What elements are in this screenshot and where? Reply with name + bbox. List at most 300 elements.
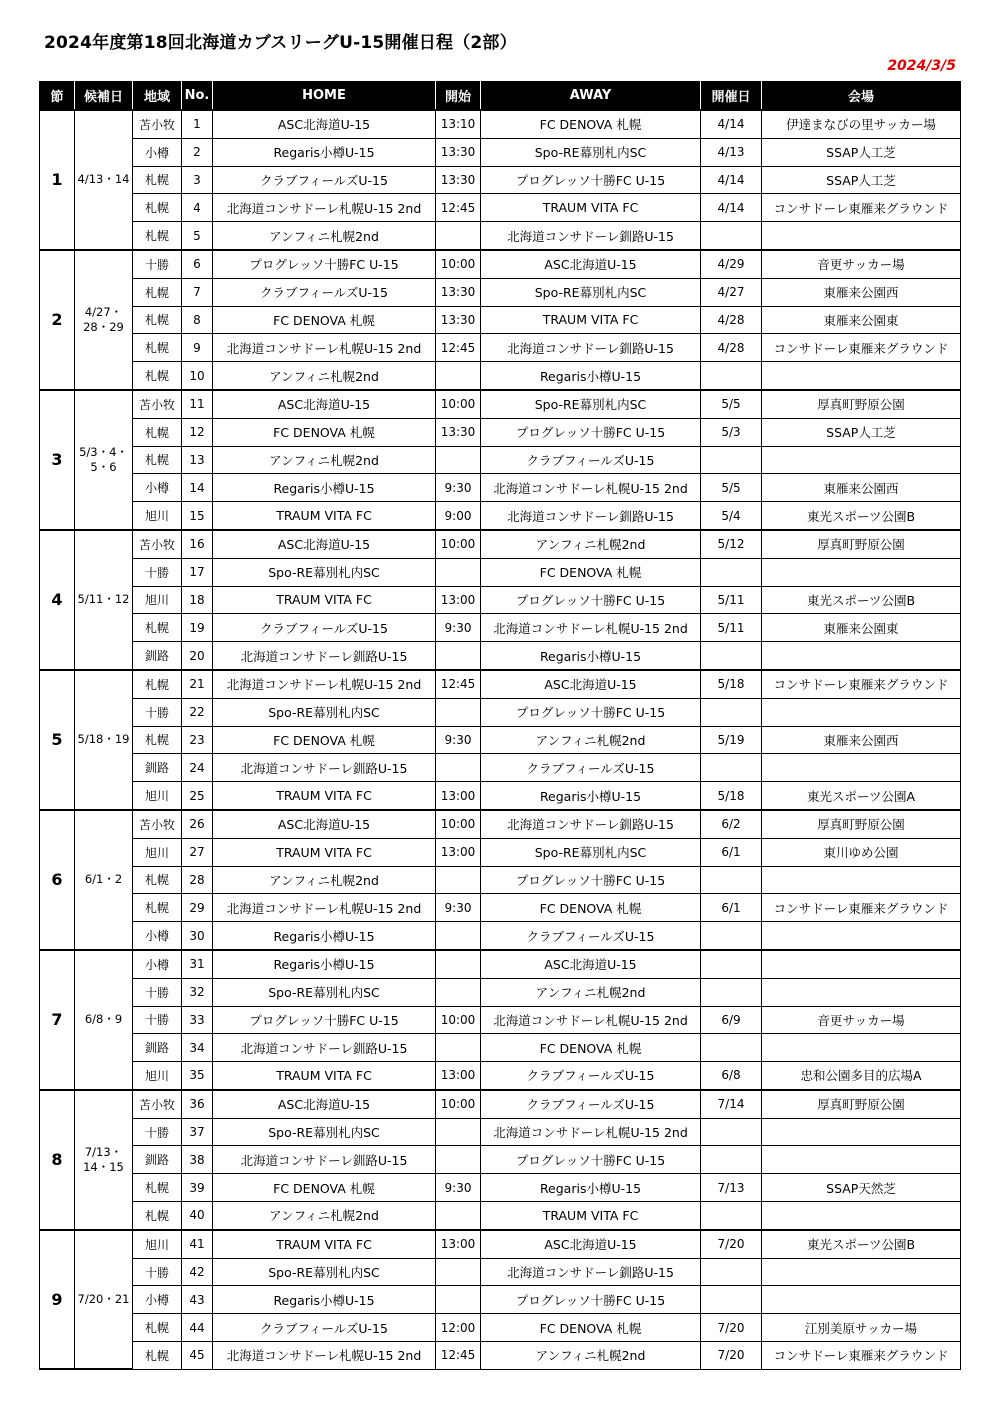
home-team: FC DENOVA 札幌 (213, 306, 436, 334)
candidate-dates: 6/8・9 (75, 950, 133, 1090)
section-number: 4 (40, 530, 75, 670)
match-area: 苫小牧 (133, 1090, 182, 1118)
home-team: TRAUM VITA FC (213, 782, 436, 810)
header-start: 開始 (436, 82, 481, 111)
table-row (40, 1174, 961, 1202)
match-area: 釧路 (133, 754, 182, 782)
home-team: Regaris小樽U-15 (213, 138, 436, 166)
away-team: プログレッソ十勝FC U-15 (481, 1286, 701, 1314)
match-area: 小樽 (133, 1286, 182, 1314)
venue: 忠和公園多目的広場A (762, 1062, 961, 1090)
home-team: クラブフィールズU-15 (213, 1314, 436, 1342)
match-number: 7 (182, 278, 213, 306)
venue (762, 698, 961, 726)
kickoff-time: 10:00 (436, 810, 481, 838)
match-number: 8 (182, 306, 213, 334)
match-number: 13 (182, 446, 213, 474)
away-team: プログレッソ十勝FC U-15 (481, 166, 701, 194)
kickoff-time: 13:30 (436, 278, 481, 306)
match-area: 小樽 (133, 138, 182, 166)
match-date: 7/13 (701, 1174, 762, 1202)
match-area: 釧路 (133, 642, 182, 670)
match-area: 小樽 (133, 950, 182, 978)
match-area: 旭川 (133, 502, 182, 530)
match-area: 苫小牧 (133, 390, 182, 418)
match-area: 十勝 (133, 1006, 182, 1034)
table-row (40, 1202, 961, 1230)
home-team: Spo-RE幕別札内SC (213, 1118, 436, 1146)
home-team: アンフィニ札幌2nd (213, 446, 436, 474)
table-row (40, 278, 961, 306)
home-team: 北海道コンサドーレ札幌U-15 2nd (213, 1342, 436, 1370)
match-number: 43 (182, 1286, 213, 1314)
kickoff-time: 9:30 (436, 614, 481, 642)
match-number: 41 (182, 1230, 213, 1258)
candidate-dates: 7/20・21 (75, 1230, 133, 1369)
venue: コンサドーレ東雁来グラウンド (762, 194, 961, 222)
kickoff-time (436, 1034, 481, 1062)
table-row (40, 474, 961, 502)
kickoff-time: 10:00 (436, 530, 481, 558)
match-date: 6/8 (701, 1062, 762, 1090)
match-area: 札幌 (133, 446, 182, 474)
venue: 厚真町野原公園 (762, 810, 961, 838)
match-date: 5/19 (701, 726, 762, 754)
kickoff-time (436, 222, 481, 250)
table-row (40, 1230, 961, 1258)
match-number: 18 (182, 586, 213, 614)
home-team: アンフィニ札幌2nd (213, 866, 436, 894)
kickoff-time: 9:30 (436, 894, 481, 922)
match-number: 26 (182, 810, 213, 838)
match-area: 札幌 (133, 166, 182, 194)
venue: 音更サッカー場 (762, 1006, 961, 1034)
match-area: 旭川 (133, 838, 182, 866)
match-area: 札幌 (133, 726, 182, 754)
match-date: 5/3 (701, 418, 762, 446)
match-number: 12 (182, 418, 213, 446)
kickoff-time (436, 978, 481, 1006)
match-date (701, 1286, 762, 1314)
match-number: 20 (182, 642, 213, 670)
match-number: 35 (182, 1062, 213, 1090)
kickoff-time: 12:45 (436, 194, 481, 222)
match-area: 小樽 (133, 922, 182, 950)
table-row (40, 1034, 961, 1062)
match-area: 苫小牧 (133, 810, 182, 838)
home-team: 北海道コンサドーレ釧路U-15 (213, 754, 436, 782)
table-row (40, 1314, 961, 1342)
kickoff-time: 10:00 (436, 390, 481, 418)
venue (762, 446, 961, 474)
away-team: アンフィニ札幌2nd (481, 1342, 701, 1370)
home-team: TRAUM VITA FC (213, 1230, 436, 1258)
match-number: 2 (182, 138, 213, 166)
match-number: 42 (182, 1258, 213, 1286)
match-date (701, 362, 762, 390)
match-number: 22 (182, 698, 213, 726)
venue: 東雁来公園西 (762, 726, 961, 754)
match-number: 6 (182, 250, 213, 278)
match-date: 5/18 (701, 670, 762, 698)
kickoff-time: 12:45 (436, 1342, 481, 1370)
kickoff-time (436, 1202, 481, 1230)
table-row (40, 1258, 961, 1286)
table-row (40, 866, 961, 894)
match-date: 6/1 (701, 894, 762, 922)
table-row (40, 418, 961, 446)
match-date (701, 222, 762, 250)
match-date (701, 1258, 762, 1286)
table-row (40, 1342, 961, 1370)
match-date (701, 1202, 762, 1230)
match-number: 44 (182, 1314, 213, 1342)
venue (762, 558, 961, 586)
kickoff-time (436, 922, 481, 950)
match-date (701, 1034, 762, 1062)
match-number: 25 (182, 782, 213, 810)
match-number: 19 (182, 614, 213, 642)
home-team: TRAUM VITA FC (213, 1062, 436, 1090)
match-area: 苫小牧 (133, 530, 182, 558)
away-team: TRAUM VITA FC (481, 194, 701, 222)
section-number: 1 (40, 110, 75, 250)
away-team: TRAUM VITA FC (481, 1202, 701, 1230)
home-team: 北海道コンサドーレ釧路U-15 (213, 1146, 436, 1174)
match-date: 5/11 (701, 586, 762, 614)
away-team: TRAUM VITA FC (481, 306, 701, 334)
away-team: 北海道コンサドーレ釧路U-15 (481, 1258, 701, 1286)
match-area: 札幌 (133, 894, 182, 922)
match-number: 45 (182, 1342, 213, 1370)
match-date: 5/18 (701, 782, 762, 810)
venue: 江別美原サッカー場 (762, 1314, 961, 1342)
match-area: 釧路 (133, 1034, 182, 1062)
away-team: 北海道コンサドーレ札幌U-15 2nd (481, 1006, 701, 1034)
away-team: 北海道コンサドーレ札幌U-15 2nd (481, 474, 701, 502)
venue: SSAP人工芝 (762, 138, 961, 166)
match-number: 37 (182, 1118, 213, 1146)
away-team: プログレッソ十勝FC U-15 (481, 698, 701, 726)
match-number: 21 (182, 670, 213, 698)
away-team: 北海道コンサドーレ札幌U-15 2nd (481, 614, 701, 642)
kickoff-time (436, 950, 481, 978)
venue: 厚真町野原公園 (762, 1090, 961, 1118)
table-row (40, 950, 961, 978)
schedule-table (39, 81, 961, 1370)
header-venue: 会場 (762, 82, 961, 111)
home-team: クラブフィールズU-15 (213, 278, 436, 306)
home-team: アンフィニ札幌2nd (213, 222, 436, 250)
home-team: TRAUM VITA FC (213, 502, 436, 530)
match-date (701, 978, 762, 1006)
venue (762, 222, 961, 250)
home-team: Spo-RE幕別札内SC (213, 978, 436, 1006)
match-date (701, 922, 762, 950)
away-team: クラブフィールズU-15 (481, 1090, 701, 1118)
home-team: FC DENOVA 札幌 (213, 726, 436, 754)
venue: 伊達まなびの里サッカー場 (762, 110, 961, 138)
match-number: 33 (182, 1006, 213, 1034)
header-home: HOME (213, 82, 436, 111)
table-row (40, 558, 961, 586)
home-team: FC DENOVA 札幌 (213, 418, 436, 446)
kickoff-time: 12:45 (436, 670, 481, 698)
table-row (40, 502, 961, 530)
match-area: 札幌 (133, 1314, 182, 1342)
away-team: アンフィニ札幌2nd (481, 726, 701, 754)
home-team: ASC北海道U-15 (213, 1090, 436, 1118)
kickoff-time: 9:30 (436, 474, 481, 502)
match-date (701, 950, 762, 978)
venue: 東光スポーツ公園B (762, 1230, 961, 1258)
home-team: クラブフィールズU-15 (213, 614, 436, 642)
table-row (40, 138, 961, 166)
home-team: TRAUM VITA FC (213, 838, 436, 866)
kickoff-time (436, 642, 481, 670)
venue (762, 950, 961, 978)
away-team: Regaris小樽U-15 (481, 362, 701, 390)
match-area: 旭川 (133, 1062, 182, 1090)
away-team: ASC北海道U-15 (481, 670, 701, 698)
kickoff-time: 13:30 (436, 166, 481, 194)
match-date: 7/20 (701, 1314, 762, 1342)
home-team: Regaris小樽U-15 (213, 950, 436, 978)
section-number: 7 (40, 950, 75, 1090)
table-row (40, 1006, 961, 1034)
match-number: 5 (182, 222, 213, 250)
page-title: 2024年度第18回北海道カブスリーグU-15開催日程（2部） (44, 33, 517, 53)
kickoff-time: 13:30 (436, 138, 481, 166)
table-row (40, 110, 961, 138)
venue (762, 1202, 961, 1230)
match-number: 40 (182, 1202, 213, 1230)
match-area: 十勝 (133, 698, 182, 726)
away-team: プログレッソ十勝FC U-15 (481, 418, 701, 446)
away-team: クラブフィールズU-15 (481, 922, 701, 950)
table-row (40, 726, 961, 754)
kickoff-time: 13:30 (436, 418, 481, 446)
away-team: アンフィニ札幌2nd (481, 978, 701, 1006)
match-date: 5/4 (701, 502, 762, 530)
away-team: クラブフィールズU-15 (481, 1062, 701, 1090)
venue (762, 922, 961, 950)
match-date (701, 698, 762, 726)
table-row (40, 670, 961, 698)
table-row (40, 1286, 961, 1314)
match-date (701, 642, 762, 670)
away-team: 北海道コンサドーレ釧路U-15 (481, 502, 701, 530)
kickoff-time: 13:00 (436, 1062, 481, 1090)
venue (762, 866, 961, 894)
match-area: 札幌 (133, 614, 182, 642)
table-row (40, 614, 961, 642)
document-date: 2024/3/5 (887, 58, 956, 74)
home-team: Regaris小樽U-15 (213, 922, 436, 950)
match-area: 札幌 (133, 306, 182, 334)
match-number: 31 (182, 950, 213, 978)
match-area: 札幌 (133, 866, 182, 894)
match-number: 4 (182, 194, 213, 222)
match-date: 4/29 (701, 250, 762, 278)
table-row (40, 978, 961, 1006)
venue: 東雁来公園東 (762, 614, 961, 642)
venue (762, 1034, 961, 1062)
table-row (40, 642, 961, 670)
section-number: 6 (40, 810, 75, 950)
home-team: 北海道コンサドーレ札幌U-15 2nd (213, 670, 436, 698)
table-row (40, 194, 961, 222)
venue: コンサドーレ東雁来グラウンド (762, 670, 961, 698)
home-team: プログレッソ十勝FC U-15 (213, 1006, 436, 1034)
match-number: 28 (182, 866, 213, 894)
match-date: 4/13 (701, 138, 762, 166)
table-row (40, 222, 961, 250)
candidate-dates: 4/13・14 (75, 110, 133, 250)
venue (762, 754, 961, 782)
table-row (40, 1118, 961, 1146)
match-number: 30 (182, 922, 213, 950)
away-team: Spo-RE幕別札内SC (481, 838, 701, 866)
away-team: Regaris小樽U-15 (481, 642, 701, 670)
candidate-dates: 5/3・4・5・6 (75, 390, 133, 530)
match-date: 6/1 (701, 838, 762, 866)
away-team: 北海道コンサドーレ釧路U-15 (481, 334, 701, 362)
kickoff-time: 10:00 (436, 1090, 481, 1118)
match-date: 6/2 (701, 810, 762, 838)
table-row (40, 166, 961, 194)
venue (762, 642, 961, 670)
candidate-dates: 5/18・19 (75, 670, 133, 810)
match-area: 旭川 (133, 782, 182, 810)
kickoff-time: 13:10 (436, 110, 481, 138)
away-team: Regaris小樽U-15 (481, 782, 701, 810)
match-area: 旭川 (133, 586, 182, 614)
match-area: 釧路 (133, 1146, 182, 1174)
venue: コンサドーレ東雁来グラウンド (762, 1342, 961, 1370)
match-date: 4/28 (701, 306, 762, 334)
kickoff-time: 13:30 (436, 306, 481, 334)
header-match-date: 開催日 (701, 82, 762, 111)
match-date (701, 446, 762, 474)
home-team: 北海道コンサドーレ札幌U-15 2nd (213, 334, 436, 362)
match-area: 札幌 (133, 418, 182, 446)
home-team: Regaris小樽U-15 (213, 1286, 436, 1314)
kickoff-time (436, 866, 481, 894)
kickoff-time: 10:00 (436, 250, 481, 278)
match-area: 十勝 (133, 1118, 182, 1146)
match-number: 27 (182, 838, 213, 866)
home-team: 北海道コンサドーレ札幌U-15 2nd (213, 894, 436, 922)
away-team: 北海道コンサドーレ釧路U-15 (481, 810, 701, 838)
match-date: 5/5 (701, 390, 762, 418)
home-team: 北海道コンサドーレ札幌U-15 2nd (213, 194, 436, 222)
match-date: 5/5 (701, 474, 762, 502)
table-row (40, 306, 961, 334)
match-date (701, 754, 762, 782)
match-number: 32 (182, 978, 213, 1006)
home-team: ASC北海道U-15 (213, 390, 436, 418)
away-team: ASC北海道U-15 (481, 250, 701, 278)
venue: 東光スポーツ公園B (762, 586, 961, 614)
table-row (40, 810, 961, 838)
match-number: 29 (182, 894, 213, 922)
section-number: 3 (40, 390, 75, 530)
table-row (40, 530, 961, 558)
match-date: 7/14 (701, 1090, 762, 1118)
match-number: 16 (182, 530, 213, 558)
match-date (701, 1118, 762, 1146)
venue (762, 1146, 961, 1174)
table-row (40, 390, 961, 418)
match-number: 3 (182, 166, 213, 194)
venue (762, 978, 961, 1006)
table-row (40, 1146, 961, 1174)
match-date: 7/20 (701, 1342, 762, 1370)
kickoff-time: 9:00 (436, 502, 481, 530)
match-date (701, 558, 762, 586)
section-number: 2 (40, 250, 75, 390)
venue: 東雁来公園西 (762, 474, 961, 502)
match-date: 4/27 (701, 278, 762, 306)
home-team: 北海道コンサドーレ釧路U-15 (213, 642, 436, 670)
table-row (40, 586, 961, 614)
home-team: アンフィニ札幌2nd (213, 362, 436, 390)
match-date: 6/9 (701, 1006, 762, 1034)
match-date: 5/11 (701, 614, 762, 642)
match-area: 十勝 (133, 250, 182, 278)
match-number: 1 (182, 110, 213, 138)
away-team: ASC北海道U-15 (481, 1230, 701, 1258)
home-team: TRAUM VITA FC (213, 586, 436, 614)
match-number: 24 (182, 754, 213, 782)
kickoff-time: 12:45 (436, 334, 481, 362)
away-team: プログレッソ十勝FC U-15 (481, 1146, 701, 1174)
match-number: 38 (182, 1146, 213, 1174)
match-number: 14 (182, 474, 213, 502)
away-team: Spo-RE幕別札内SC (481, 390, 701, 418)
venue: 東川ゆめ公園 (762, 838, 961, 866)
kickoff-time (436, 558, 481, 586)
match-number: 36 (182, 1090, 213, 1118)
kickoff-time: 9:30 (436, 726, 481, 754)
match-area: 札幌 (133, 194, 182, 222)
home-team: Spo-RE幕別札内SC (213, 698, 436, 726)
match-number: 11 (182, 390, 213, 418)
match-date: 7/20 (701, 1230, 762, 1258)
header-no: No. (182, 82, 213, 111)
home-team: ASC北海道U-15 (213, 110, 436, 138)
venue: 東光スポーツ公園B (762, 502, 961, 530)
match-date: 5/12 (701, 530, 762, 558)
kickoff-time (436, 754, 481, 782)
home-team: Spo-RE幕別札内SC (213, 1258, 436, 1286)
candidate-dates: 5/11・12 (75, 530, 133, 670)
venue (762, 1258, 961, 1286)
away-team: 北海道コンサドーレ札幌U-15 2nd (481, 1118, 701, 1146)
kickoff-time (436, 1286, 481, 1314)
section-number: 5 (40, 670, 75, 810)
away-team: FC DENOVA 札幌 (481, 110, 701, 138)
header-candidate: 候補日 (75, 82, 133, 111)
kickoff-time: 13:00 (436, 586, 481, 614)
away-team: Spo-RE幕別札内SC (481, 138, 701, 166)
kickoff-time: 13:00 (436, 838, 481, 866)
match-area: 札幌 (133, 1202, 182, 1230)
match-area: 札幌 (133, 670, 182, 698)
venue: 東光スポーツ公園A (762, 782, 961, 810)
match-date: 4/14 (701, 166, 762, 194)
